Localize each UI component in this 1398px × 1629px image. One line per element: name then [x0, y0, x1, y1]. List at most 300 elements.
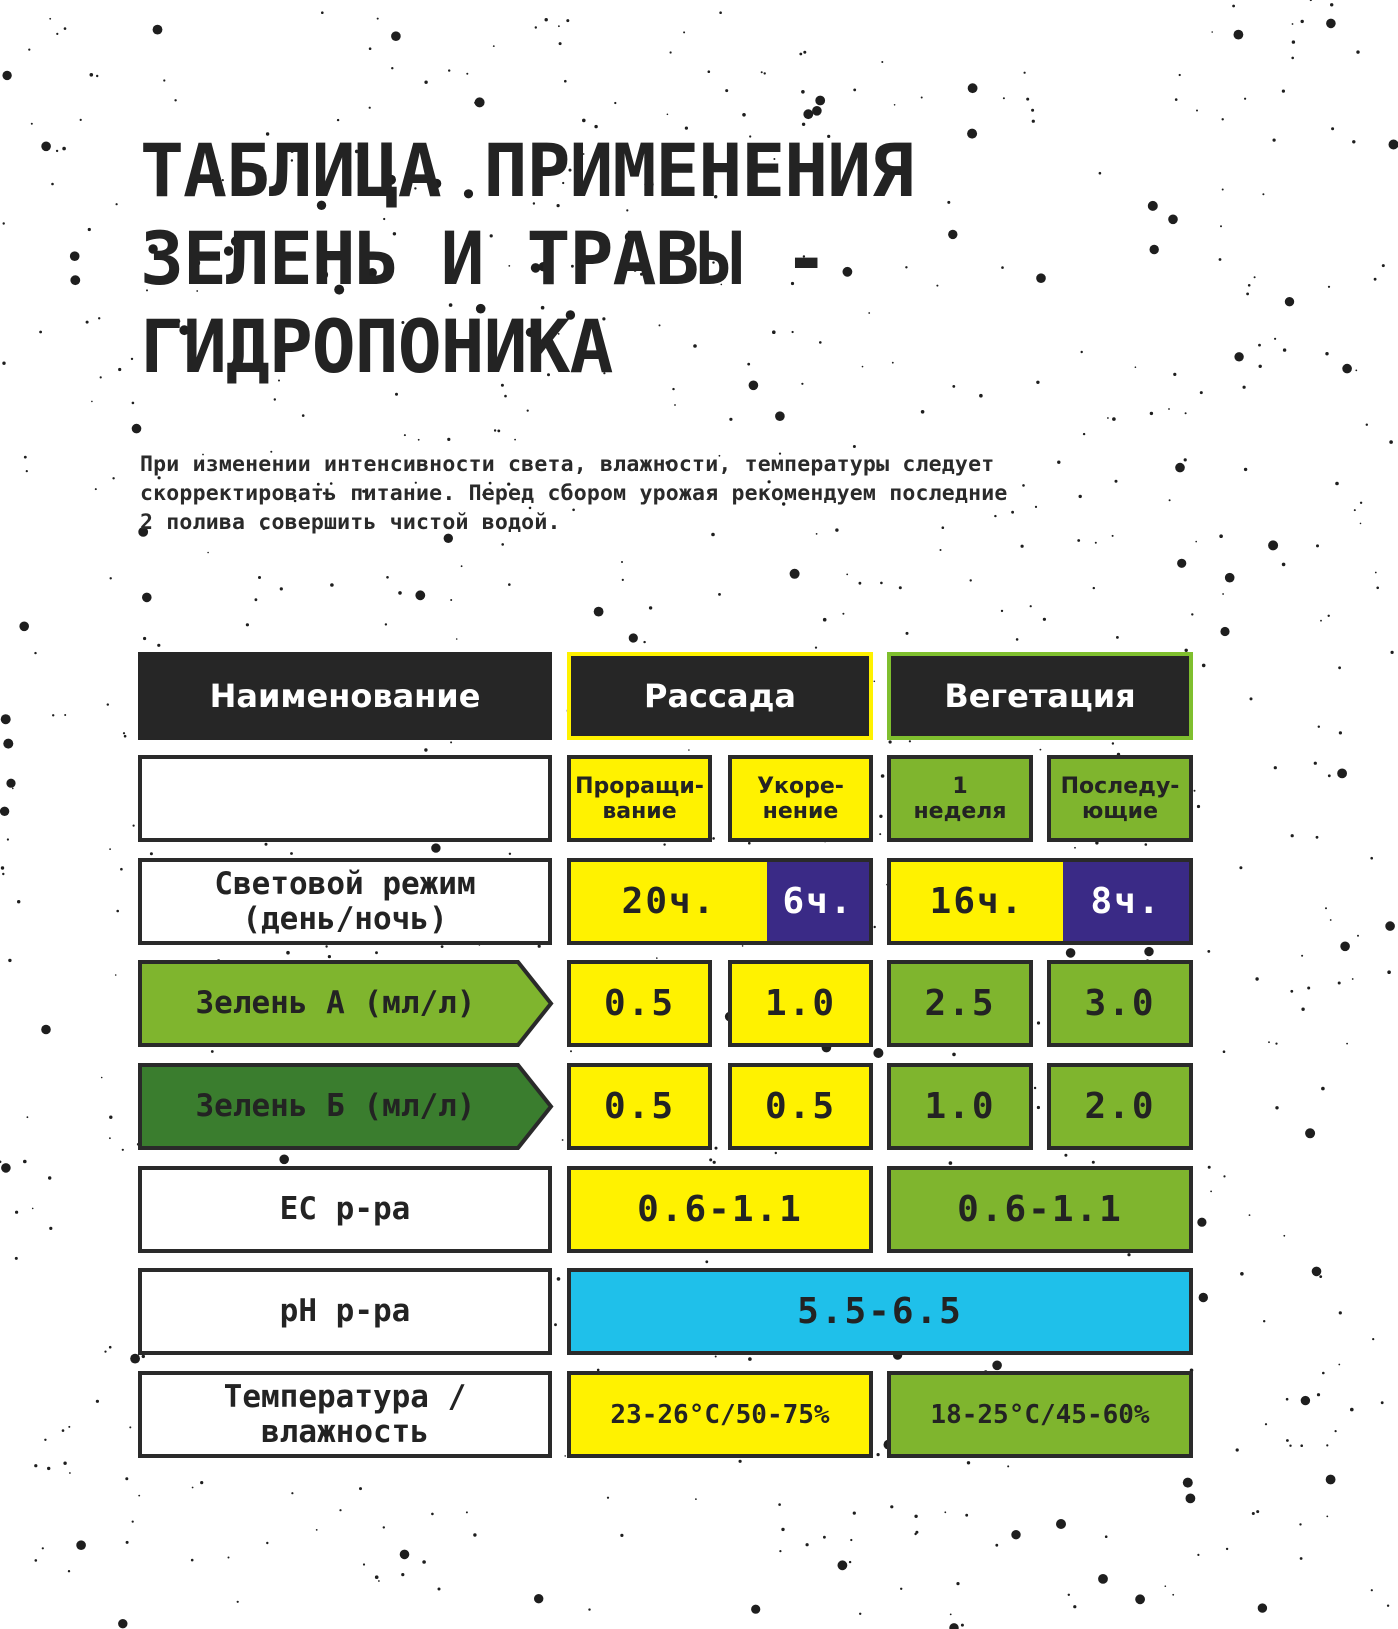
speckle-dot [906, 632, 909, 635]
speckle-dot [1220, 225, 1222, 227]
speckle-dot [466, 73, 468, 75]
speckle-dot [1219, 258, 1222, 261]
speckle-dot [1223, 1050, 1226, 1053]
speckle-dot [1179, 74, 1181, 76]
speckle-dot [562, 1139, 564, 1141]
speckle-dot [1191, 613, 1193, 615]
speckle-dot [622, 579, 624, 581]
speckle-dot [1074, 847, 1076, 849]
speckle-dot [2, 362, 5, 365]
speckle-dot [823, 1536, 826, 1539]
speckle-dot [838, 1560, 848, 1570]
speckle-dot [1150, 245, 1159, 254]
header-name: Наименование [138, 652, 552, 740]
speckle-dot [1289, 1445, 1291, 1447]
speckle-dot [1197, 1554, 1199, 1556]
speckle-dot [1064, 1154, 1067, 1157]
speckle-dot [1263, 1320, 1265, 1322]
speckle-dot [1337, 769, 1347, 779]
speckle-dot [88, 228, 91, 231]
speckle-dot [956, 1582, 959, 1585]
speckle-dot [1312, 1267, 1322, 1277]
speckle-dot [1325, 907, 1327, 909]
speckle-dot [1219, 534, 1223, 538]
speckle-dot [806, 1543, 809, 1546]
speckle-dot [1339, 1311, 1342, 1314]
speckle-dot [715, 1147, 718, 1150]
speckle-dot [1001, 610, 1003, 612]
speckle-dot [90, 73, 94, 77]
green-b-following: 2.0 [1047, 1063, 1193, 1150]
speckle-dot [1239, 866, 1242, 869]
speckle-dot [846, 574, 848, 576]
speckle-dot [853, 89, 856, 92]
speckle-dot [849, 1561, 851, 1563]
speckle-dot [41, 142, 51, 152]
speckle-dot [1292, 23, 1294, 25]
speckle-dot [949, 1623, 958, 1629]
speckle-dot [17, 900, 20, 903]
speckle-dot [1034, 1087, 1036, 1089]
speckle-dot [1232, 5, 1235, 8]
speckle-dot [2, 873, 4, 875]
speckle-dot [142, 1355, 145, 1358]
speckle-dot [6, 779, 15, 788]
speckle-dot [1354, 509, 1356, 511]
speckle-dot [967, 129, 977, 139]
speckle-dot [1092, 1161, 1095, 1164]
green-a-label: Зелень А (мл/л) [195, 984, 476, 1021]
speckle-dot [748, 1357, 752, 1361]
speckle-dot [1026, 98, 1029, 101]
speckle-dot [1335, 1430, 1337, 1432]
row-label-green-b [138, 1063, 558, 1150]
speckle-dot [940, 549, 942, 551]
speckle-dot [62, 1429, 65, 1432]
speckle-dot [1282, 563, 1286, 567]
speckle-dot [1249, 1214, 1251, 1216]
speckle-dot [877, 1453, 880, 1456]
speckle-dot [1319, 1275, 1322, 1278]
speckle-dot [775, 1152, 777, 1154]
speckle-dot [992, 1361, 1002, 1371]
speckle-dot [291, 1492, 293, 1494]
speckle-dot [900, 1588, 902, 1590]
speckle-dot [899, 586, 902, 589]
speckle-dot [1357, 935, 1359, 937]
speckle-dot [713, 1161, 716, 1164]
speckle-dot [1391, 651, 1394, 654]
speckle-dot [799, 53, 802, 56]
speckle-dot [1001, 266, 1004, 269]
speckle-dot [1331, 127, 1334, 130]
speckle-dot [163, 79, 165, 81]
speckle-dot [56, 33, 58, 35]
speckle-dot [28, 49, 30, 51]
light-seedling-day: 20ч. [567, 858, 767, 945]
speckle-dot [1183, 1478, 1193, 1488]
speckle-dot [3, 222, 5, 224]
speckle-dot [69, 1472, 71, 1474]
speckle-dot [211, 1050, 214, 1053]
speckle-dot [447, 438, 450, 441]
speckle-dot [667, 114, 669, 116]
speckle-dot [729, 418, 732, 421]
speckle-dot [564, 1455, 566, 1457]
speckle-dot [494, 429, 496, 431]
speckle-dot [51, 183, 54, 186]
speckle-dot [564, 80, 567, 83]
speckle-dot [607, 1497, 609, 1499]
speckle-dot [815, 96, 825, 106]
speckle-dot [1382, 264, 1385, 267]
speckle-dot [32, 1208, 34, 1210]
speckle-dot [1105, 1535, 1108, 1538]
speckle-dot [246, 623, 249, 626]
speckle-dot [116, 910, 119, 913]
speckle-dot [1299, 1523, 1301, 1525]
speckle-dot [1326, 1475, 1336, 1485]
speckle-dot [1372, 1338, 1374, 1340]
speckle-dot [815, 647, 817, 649]
speckle-dot [1370, 857, 1373, 860]
speckle-dot [192, 1487, 194, 1489]
speckle-dot [1352, 978, 1354, 980]
speckle-dot [705, 1260, 708, 1263]
speckle-dot [742, 113, 746, 117]
speckle-dot [1385, 921, 1395, 931]
speckle-dot [473, 1533, 476, 1536]
speckle-dot [1259, 365, 1262, 368]
speckle-dot [131, 358, 133, 360]
speckle-dot [15, 1257, 18, 1260]
speckle-dot [570, 1050, 572, 1052]
speckle-dot [1283, 1235, 1285, 1237]
speckle-dot [1173, 373, 1176, 376]
temp-seedling: 23-26°C/50-75% [567, 1371, 873, 1458]
speckle-dot [779, 1550, 781, 1552]
speckle-dot [110, 577, 112, 579]
speckle-dot [109, 1137, 111, 1139]
speckle-dot [968, 83, 978, 93]
speckle-dot [383, 1526, 385, 1528]
speckle-dot [48, 1176, 51, 1179]
intro-line-3: 2 полива совершить чистой водой. [140, 510, 561, 535]
speckle-dot [1338, 666, 1341, 669]
speckle-dot [949, 1161, 953, 1165]
speckle-dot [1254, 276, 1256, 278]
speckle-dot [1326, 19, 1336, 29]
stage-following: Последу- ющие [1047, 755, 1193, 842]
speckle-dot [391, 67, 393, 69]
speckle-dot [1316, 544, 1319, 547]
speckle-dot [778, 1503, 781, 1506]
speckle-dot [588, 1608, 590, 1610]
speckle-dot [1243, 386, 1246, 389]
speckle-dot [19, 622, 29, 632]
speckle-dot [424, 81, 427, 84]
speckle-dot [68, 1570, 70, 1572]
speckle-dot [1275, 1043, 1277, 1045]
speckle-dot [1135, 1594, 1145, 1604]
speckle-dot [1116, 636, 1119, 639]
speckle-dot [1, 1163, 11, 1173]
speckle-dot [1274, 338, 1276, 340]
speckle-dot [889, 740, 892, 743]
speckle-dot [1145, 843, 1148, 846]
speckle-dot [448, 69, 450, 71]
speckle-dot [961, 1624, 964, 1627]
speckle-dot [557, 1277, 561, 1281]
light-veg-day: 16ч. [887, 858, 1063, 945]
speckle-dot [1258, 1603, 1267, 1612]
speckle-dot [683, 31, 685, 33]
header-seedling: Рассада [567, 652, 873, 740]
speckle-dot [1185, 412, 1187, 414]
speckle-dot [1268, 1041, 1270, 1043]
speckle-dot [96, 75, 98, 77]
speckle-dot [302, 414, 305, 417]
speckle-dot [7, 838, 9, 840]
intro-paragraph [140, 450, 1210, 537]
speckle-dot [274, 398, 276, 400]
speckle-dot [337, 119, 339, 121]
speckle-dot [56, 150, 58, 152]
speckle-dot [375, 951, 378, 954]
row-label-ec: EC р-ра [138, 1166, 552, 1253]
speckle-dot [874, 926, 876, 928]
speckle-dot [91, 401, 93, 403]
speckle-dot [1150, 412, 1153, 415]
speckle-dot [873, 1048, 883, 1058]
speckle-dot [514, 439, 516, 441]
speckle-dot [1317, 1393, 1320, 1396]
speckle-dot [1186, 1494, 1196, 1504]
speckle-dot [1168, 215, 1178, 225]
speckle-dot [1389, 140, 1398, 150]
speckle-dot [921, 97, 923, 99]
speckle-dot [1255, 977, 1258, 980]
speckle-dot [967, 1461, 970, 1464]
speckle-dot [461, 565, 463, 567]
speckle-dot [594, 607, 604, 617]
speckle-dot [1127, 1253, 1130, 1256]
speckle-dot [790, 569, 800, 579]
speckle-dot [965, 1514, 968, 1517]
stage-week-1: 1 неделя [887, 755, 1033, 842]
speckle-dot [386, 576, 389, 579]
speckle-dot [109, 1116, 112, 1119]
speckle-dot [400, 1550, 410, 1560]
speckle-dot [122, 1149, 124, 1151]
speckle-dot [909, 740, 911, 742]
speckle-dot [321, 11, 324, 14]
speckle-dot [415, 590, 425, 600]
speckle-dot [947, 201, 950, 204]
speckle-dot [1066, 948, 1076, 958]
speckle-dot [109, 848, 111, 850]
speckle-dot [1112, 417, 1116, 421]
speckle-dot [39, 331, 42, 334]
speckle-dot [890, 1505, 893, 1508]
speckle-dot [1286, 1398, 1289, 1401]
speckle-dot [450, 741, 452, 743]
speckle-dot [748, 842, 751, 845]
speckle-dot [1040, 749, 1042, 751]
speckle-dot [1107, 417, 1109, 419]
speckle-dot [1330, 3, 1333, 6]
speckle-dot [1222, 593, 1224, 595]
speckle-dot [150, 852, 153, 855]
speckle-dot [441, 945, 444, 948]
speckle-dot [1328, 774, 1331, 777]
speckle-dot [709, 1158, 712, 1161]
speckle-dot [1236, 1448, 1239, 1451]
speckle-dot [129, 1426, 131, 1428]
speckle-dot [1301, 955, 1303, 957]
speckle-dot [715, 1356, 717, 1358]
speckle-dot [391, 31, 401, 41]
speckle-dot [2, 71, 11, 80]
speckle-dot [501, 543, 504, 546]
speckle-dot [120, 868, 123, 871]
speckle-dot [1300, 1557, 1303, 1560]
speckle-dot [1325, 352, 1328, 355]
speckle-dot [1375, 572, 1377, 574]
speckle-dot [0, 807, 9, 816]
speckle-dot [621, 561, 623, 563]
speckle-dot [369, 47, 372, 50]
speckle-dot [566, 19, 569, 22]
speckle-dot [1073, 1605, 1076, 1608]
speckle-dot [258, 576, 261, 579]
speckle-dot [424, 748, 427, 751]
light-veg-night: 8ч. [1063, 858, 1193, 945]
row-label-ph: pH р-ра [138, 1268, 552, 1355]
speckle-dot [1301, 1008, 1304, 1011]
speckle-dot [614, 102, 616, 104]
speckle-dot [493, 45, 495, 47]
green-a-germination: 0.5 [567, 960, 712, 1047]
green-b-germination: 0.5 [567, 1063, 712, 1150]
speckle-dot [1250, 697, 1253, 700]
speckle-dot [1222, 118, 1224, 120]
speckle-dot [1223, 1175, 1225, 1177]
speckle-dot [107, 703, 109, 705]
speckle-dot [1037, 1106, 1040, 1109]
speckle-dot [1273, 139, 1276, 142]
speckle-dot [1328, 286, 1330, 288]
speckle-dot [100, 376, 102, 378]
speckle-dot [450, 599, 452, 601]
speckle-dot [404, 434, 406, 436]
speckle-dot [812, 106, 822, 116]
speckle-dot [894, 104, 896, 106]
speckle-dot [401, 1573, 404, 1576]
green-b-rooting: 0.5 [728, 1063, 873, 1150]
speckle-dot [802, 123, 805, 126]
green-a-following: 3.0 [1047, 960, 1193, 1047]
stage-empty-cell [138, 755, 552, 842]
speckle-dot [1200, 391, 1203, 394]
speckle-dot [719, 11, 722, 14]
speckle-dot [1291, 834, 1294, 837]
speckle-dot [823, 618, 827, 622]
row-label-light-mode: Световой режим (день/ночь) [138, 858, 552, 945]
speckle-dot [1024, 72, 1026, 74]
speckle-dot [1, 866, 4, 869]
speckle-dot [936, 285, 938, 287]
speckle-dot [582, 119, 586, 123]
speckle-dot [422, 1560, 426, 1564]
speckle-dot [1256, 1510, 1259, 1513]
speckle-dot [1326, 1516, 1328, 1518]
speckle-dot [132, 402, 135, 405]
speckle-dot [1036, 273, 1046, 283]
speckle-dot [339, 1509, 341, 1511]
speckle-dot [47, 1467, 50, 1470]
speckle-dot [1207, 950, 1210, 953]
speckle-dot [620, 1534, 623, 1537]
speckle-dot [1165, 1585, 1167, 1587]
speckle-dot [153, 25, 163, 35]
speckle-dot [970, 579, 972, 581]
light-seedling-night: 6ч. [767, 858, 873, 945]
stage-rooting: Укоре- нение [728, 755, 873, 842]
intro-line-1: При изменении интенсивности света, влажности, температуры следует [140, 452, 995, 477]
header-vegetation: Вегетация [887, 652, 1193, 740]
speckle-dot [545, 18, 548, 21]
ec-seedling: 0.6-1.1 [567, 1166, 873, 1253]
speckle-dot [68, 1426, 70, 1428]
speckle-dot [1330, 919, 1332, 921]
speckle-dot [0, 1161, 1, 1164]
speckle-dot [1021, 545, 1024, 548]
speckle-dot [879, 815, 882, 818]
speckle-dot [742, 945, 744, 947]
speckle-dot [138, 1495, 140, 1497]
speckle-dot [1360, 523, 1362, 525]
speckle-dot [1244, 468, 1247, 471]
speckle-dot [670, 51, 672, 53]
speckle-dot [1095, 542, 1097, 544]
speckle-dot [1202, 664, 1206, 668]
speckle-dot [104, 1351, 106, 1353]
speckle-dot [174, 99, 176, 101]
speckle-dot [739, 1460, 742, 1463]
speckle-dot [1338, 982, 1341, 985]
speckle-dot [1056, 1519, 1066, 1529]
speckle-dot [504, 395, 507, 398]
speckle-dot [377, 18, 379, 20]
speckle-dot [1265, 1423, 1267, 1425]
speckle-dot [1387, 970, 1391, 974]
speckle-dot [255, 598, 258, 601]
speckle-dot [1011, 1530, 1020, 1539]
speckle-dot [112, 477, 114, 479]
speckle-dot [31, 123, 33, 125]
green-b-week-1: 1.0 [887, 1063, 1033, 1150]
speckle-dot [191, 1559, 194, 1562]
speckle-dot [12, 788, 14, 790]
speckle-dot [8, 959, 11, 962]
speckle-dot [385, 623, 387, 625]
speckle-dot [535, 26, 537, 28]
speckle-dot [118, 368, 121, 371]
speckle-dot [1274, 766, 1277, 769]
green-b-label: Зелень Б (мл/л) [195, 1087, 476, 1124]
speckle-dot [1360, 502, 1362, 504]
